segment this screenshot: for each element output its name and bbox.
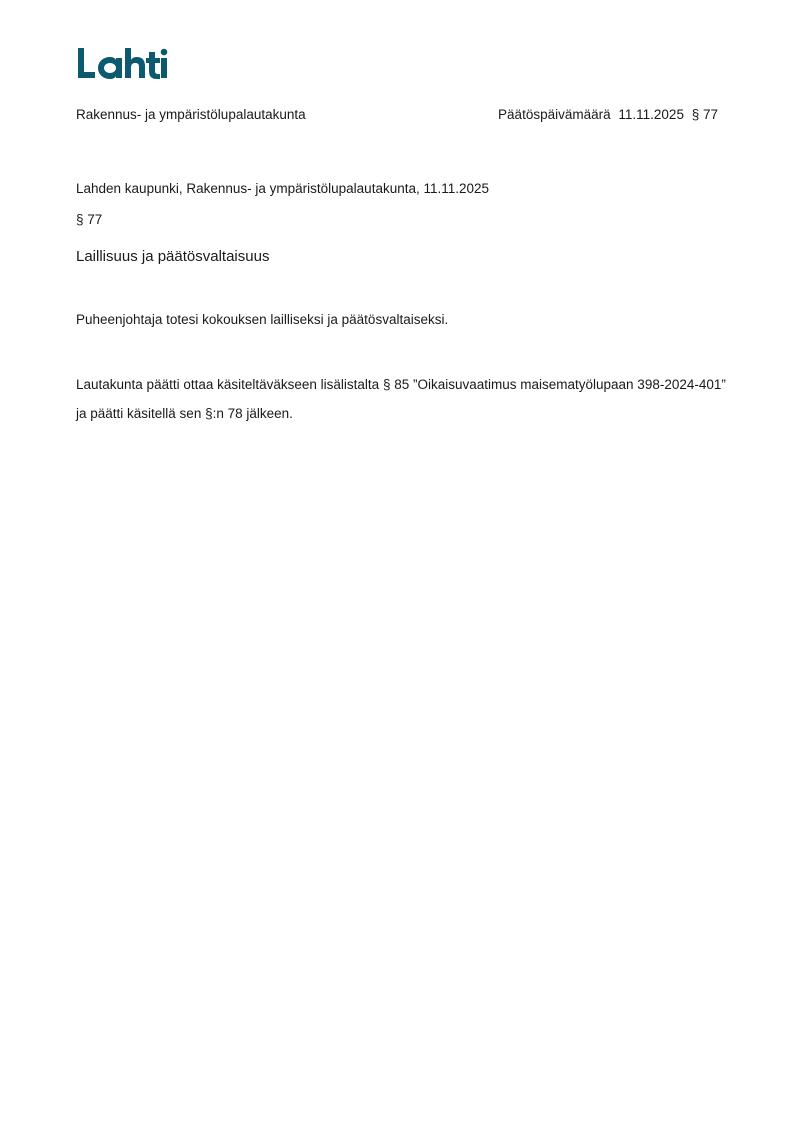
lahti-logo-mark — [76, 44, 168, 84]
decision-date-label: Päätöspäivämäärä — [498, 107, 611, 122]
decision-date-header — [498, 107, 718, 122]
header-section-number: § 77 — [691, 107, 718, 122]
section-number: § 77 — [76, 212, 103, 227]
meeting-line: Lahden kaupunki, Rakennus- ja ympäristölupalautakunta, 11.11.2025 — [76, 181, 490, 196]
paragraph-2: Lautakunta päätti ottaa käsiteltäväkseen lisälistalta § 85 ”Oikaisuvaatimus maisematyölupaan 398-2024-401” ja päätti käsitellä sen §:n 78 jälkeen. — [76, 377, 726, 421]
paragraph-1: Puheenjohtaja totesi kokouksen lailliseksi ja päätösvaltaiseksi. — [76, 312, 449, 327]
decision-date: 11.11.2025 — [618, 107, 684, 122]
section-title: Laillisuus ja päätösvaltaisuus — [76, 248, 270, 265]
lahti-logo — [76, 44, 168, 84]
committee-name: Rakennus- ja ympäristölupalautakunta — [76, 107, 306, 122]
